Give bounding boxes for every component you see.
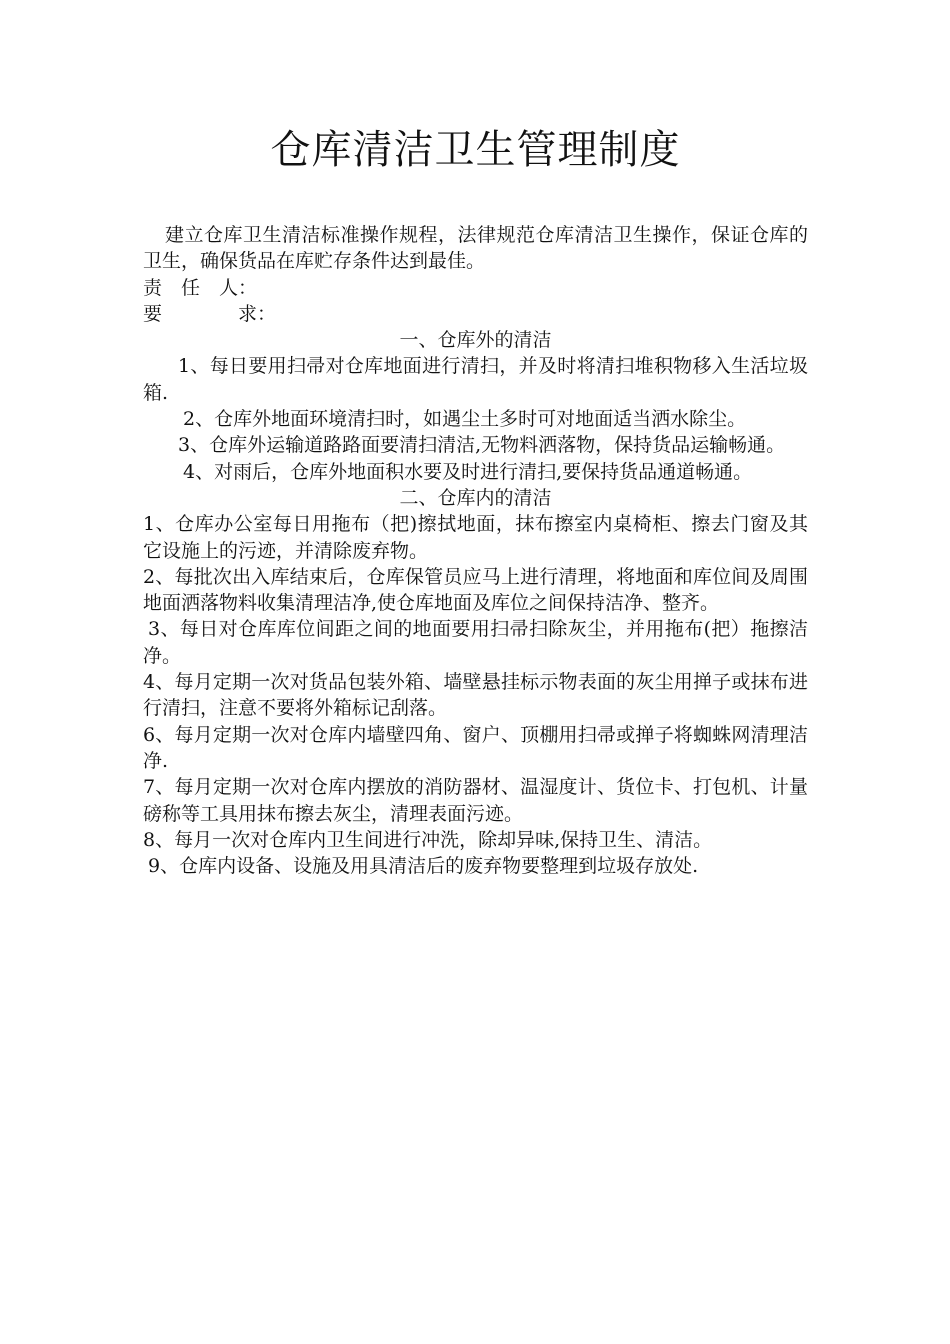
list-item: 6、每月定期一次对仓库内墙壁四角、窗户、顶棚用扫帚或掸子将蜘蛛网清理洁净. (143, 723, 808, 772)
document-title: 仓库清洁卫生管理制度 (270, 127, 681, 173)
list-item: 1、每日要用扫帚对仓库地面进行清扫，并及时将清扫堆积物移入生活垃圾箱. (143, 355, 808, 404)
list-item: 9、仓库内设备、设施及用具清洁后的废弃物要整理到垃圾存放处. (148, 855, 699, 878)
list-item: 3、每日对仓库库位间距之间的地面要用扫帚扫除灰尘，并用拖布(把）拖擦洁净。 (143, 618, 808, 667)
intro-paragraph: 建立仓库卫生清洁标准操作规程，法律规范仓库清洁卫生操作，保证仓库的卫生，确保货品在库贮存条件达到最佳。 (143, 224, 808, 273)
requirement-label: 要 求： (143, 302, 277, 325)
list-item: 2、每批次出入库结束后，仓库保管员应马上进行清理，将地面和库位间及周围地面洒落物料收集清理洁净,使仓库地面及库位之间保持洁净、整齐。 (143, 565, 808, 615)
list-item: 4、每月定期一次对货品包装外箱、墙壁悬挂标示物表面的灰尘用掸子或抹布进行清扫，注意不要将外箱标记刮落。 (143, 671, 808, 720)
list-item: 8、每月一次对仓库内卫生间进行冲洗，除却异味,保持卫生、清洁。 (143, 828, 713, 851)
responsible-label: 责 任 人： (143, 276, 258, 299)
list-item: 2、仓库外地面环境清扫时，如遇尘土多时可对地面适当洒水除尘。 (183, 408, 747, 431)
section-heading-outside: 一、仓库外的清洁 (399, 329, 552, 352)
list-item: 1、仓库办公室每日用拖布（把)擦拭地面，抹布擦室内桌椅柜、擦去门窗及其它设施上的污迹，并清除废弃物。 (143, 513, 808, 562)
list-item: 4、对雨后，仓库外地面积水要及时进行清扫,要保持货品通道畅通。 (183, 460, 753, 483)
section-heading-inside: 二、仓库内的清洁 (399, 486, 552, 509)
list-item: 7、每月定期一次对仓库内摆放的消防器材、温湿度计、货位卡、打包机、计量磅称等工具用抹布擦去灰尘，清理表面污迹。 (143, 776, 808, 825)
list-item: 3、仓库外运输道路路面要清扫清洁,无物料洒落物，保持货品运输畅通。 (178, 434, 786, 457)
document-body (143, 222, 808, 879)
